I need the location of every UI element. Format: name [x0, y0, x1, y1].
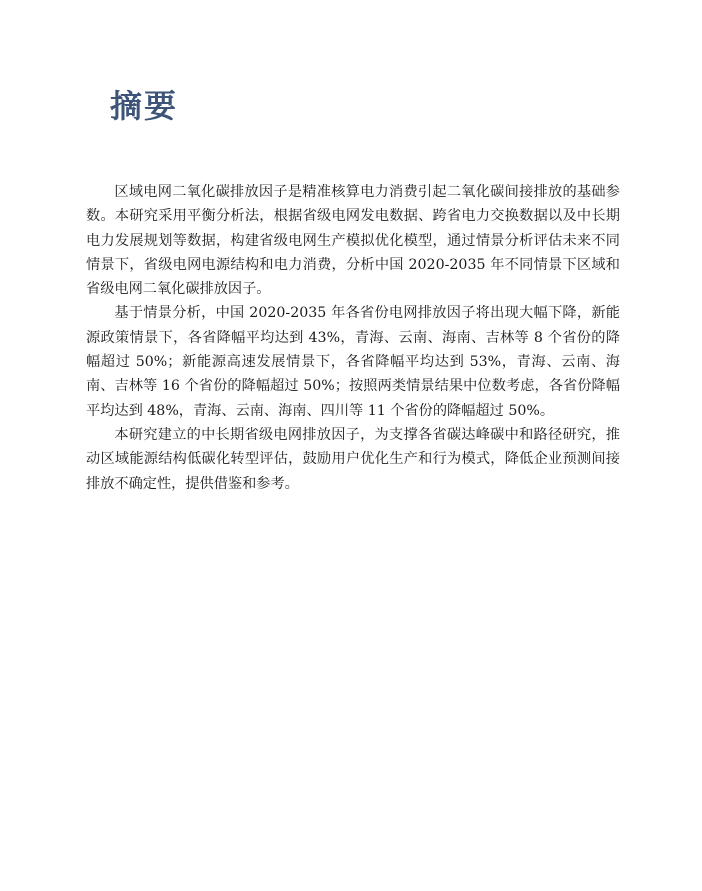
page-title: 摘要	[110, 87, 179, 125]
abstract-body	[86, 180, 620, 496]
abstract-paragraph-1: 区域电网二氧化碳排放因子是精准核算电力消费引起二氧化碳间接排放的基础参数。本研究采用平衡分析法，根据省级电网发电数据、跨省电力交换数据以及中长期电力发展规划等数据，构建省级电网生产模拟优化模型，通过情景分析评估未来不同情景下，省级电网电源结构和电力消费，分析中国 2020-2035 年不同情景下区域和省级电网二氧化碳排放因子。	[86, 184, 620, 298]
abstract-paragraph-2: 基于情景分析，中国 2020-2035 年各省份电网排放因子将出现大幅下降，新能源政策情景下，各省降幅平均达到 43%，青海、云南、海南、吉林等 8 个省份的降幅超过 50%；新能源高速发展情景下，各省降幅平均达到 53%，青海、云南、海南、吉林等 16 个省份的降幅超过 50%；按照两类情景结果中位数考虑，各省份降幅平均达到 48%，青海、云南、海南、四川等 11 个省份的降幅超过 50%。	[86, 305, 620, 419]
abstract-paragraph-3: 本研究建立的中长期省级电网排放因子，为支撑各省碳达峰碳中和路径研究，推动区域能源结构低碳化转型评估，鼓励用户优化生产和行为模式，降低企业预测间接排放不确定性，提供借鉴和参考。	[86, 426, 620, 492]
